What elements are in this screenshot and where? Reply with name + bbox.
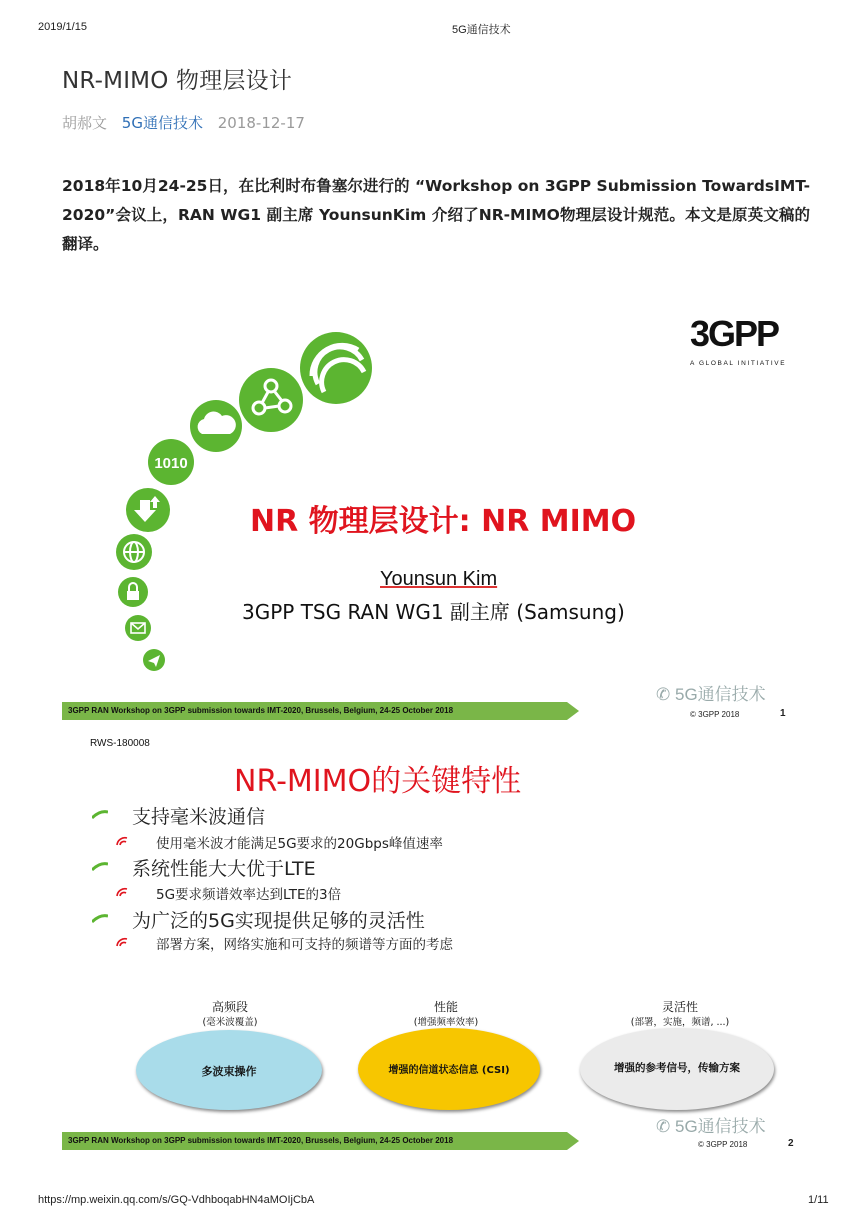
slide1-heading: NR 物理层设计: NR MIMO — [250, 504, 637, 539]
slide-2 — [62, 730, 800, 1158]
column-2-title: 性能 — [433, 1000, 458, 1014]
3gpp-logo-tagline: A GLOBAL INITIATIVE — [690, 360, 787, 367]
binary-text: 1010 — [154, 455, 188, 472]
wifi-icon — [300, 332, 372, 404]
bullet-icon — [92, 862, 108, 872]
globe-icon — [116, 534, 152, 570]
binary-icon — [148, 439, 194, 485]
mail-icon — [125, 615, 151, 641]
bullet-icon — [92, 914, 108, 924]
author-name: 胡郝文 — [62, 114, 108, 132]
3gpp-logo-text: 3GPP — [690, 313, 779, 354]
wechat-icon: ✆ — [656, 1117, 671, 1136]
column-1-label: 多波束操作 — [201, 1065, 257, 1078]
slide1-copyright: © 3GPP 2018 — [690, 710, 740, 719]
print-date: 2019/1/15 — [38, 21, 87, 33]
account-link[interactable]: 5G通信技术 — [121, 114, 203, 132]
article-intro: 2018年10月24-25日，在比利时布鲁塞尔进行的 “Workshop on 3GPP Submission TowardsIMT-2020”会议上，RAN WG1 副主席 YounsunKim 介绍了NR-MIMO物理层设计规范。本文是原英文稿的翻译。 — [62, 177, 810, 253]
doc-id: RWS-180008 — [90, 738, 150, 749]
presenter-name: Younsun Kim — [380, 568, 498, 590]
bullet-2-sub: 5G要求频谱效率达到LTE的3倍 — [156, 887, 342, 903]
print-url: https://mp.weixin.qq.com/s/GQ-VdhboqabHN4aMOIjCbA — [38, 1194, 315, 1206]
print-page-count: 1/11 — [808, 1194, 829, 1206]
3gpp-logo — [690, 314, 786, 367]
bullet-2: 系统性能大大优于LTE — [132, 858, 316, 880]
watermark-text: 5G通信技术 — [674, 685, 766, 704]
bullet-3: 为广泛的5G实现提供足够的灵活性 — [132, 910, 425, 932]
sub-bullet-icon — [116, 836, 128, 846]
article-meta — [62, 112, 315, 133]
column-3-subtitle: (部署，实施，频谱, ...) — [630, 1017, 730, 1028]
bullet-1: 支持毫米波通信 — [132, 806, 266, 828]
bullet-3-sub: 部署方案，网络实施和可支持的频谱等方面的考虑 — [156, 937, 453, 953]
download-icon — [126, 488, 170, 532]
publish-date: 2018-12-17 — [217, 114, 305, 132]
slide1-footer: 3GPP RAN Workshop on 3GPP submission towards IMT-2020, Brussels, Belgium, 24-25 October 2018 — [62, 702, 567, 720]
send-icon — [143, 649, 165, 671]
wechat-icon: ✆ — [656, 685, 671, 704]
slide2-heading: NR-MIMO的关键特性 — [234, 764, 522, 799]
watermark — [656, 680, 766, 705]
presenter-role: 3GPP TSG RAN WG1 副主席 (Samsung) — [242, 600, 625, 624]
watermark — [656, 1112, 766, 1137]
bullet-1-sub: 使用毫米波才能满足5G要求的20Gbps峰值速率 — [156, 836, 443, 852]
slide2-copyright: © 3GPP 2018 — [698, 1140, 748, 1149]
article-title: NR-MIMO 物理层设计 — [62, 68, 293, 94]
bullet-icon — [92, 810, 108, 820]
lock-icon — [118, 577, 148, 607]
slide-1 — [62, 300, 800, 725]
sub-bullet-icon — [116, 887, 128, 897]
column-3-title: 灵活性 — [661, 1000, 698, 1014]
column-1-subtitle: (毫米波覆盖) — [202, 1017, 258, 1028]
column-2-label: 增强的信道状态信息 (CSI) — [388, 1065, 510, 1076]
slide2-footer: 3GPP RAN Workshop on 3GPP submission towards IMT-2020, Brussels, Belgium, 24-25 October 2018 — [62, 1132, 567, 1150]
sub-bullet-icon — [116, 937, 128, 947]
column-1-title: 高频段 — [211, 1000, 248, 1014]
column-2-subtitle: (增强频率效率) — [413, 1017, 479, 1028]
slide1-page-number: 1 — [780, 708, 786, 719]
print-site-title: 5G通信技术 — [452, 24, 511, 36]
watermark-text: 5G通信技术 — [674, 1117, 766, 1136]
cloud-icon — [190, 400, 242, 452]
slide2-page-number: 2 — [788, 1138, 794, 1149]
network-icon — [239, 368, 303, 432]
column-3-label: 增强的参考信号，传输方案 — [614, 1062, 740, 1074]
